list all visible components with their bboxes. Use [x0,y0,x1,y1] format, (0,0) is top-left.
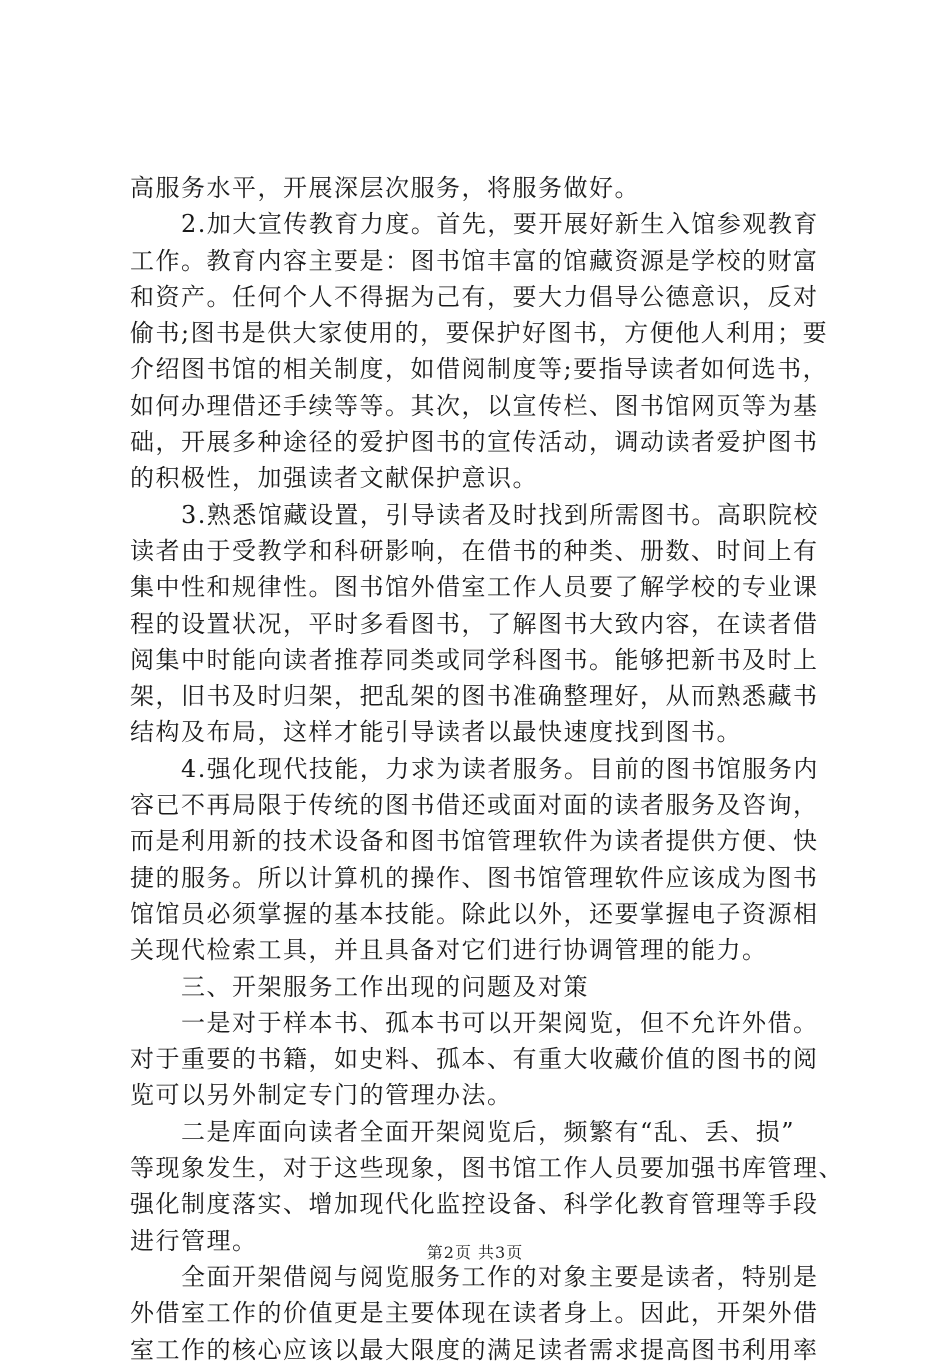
text-line: 读者由于受教学和科研影响，在借书的种类、册数、时间上有 [130,536,819,565]
text-line: 如何办理借还手续等等。其次，以宣传栏、图书馆网页等为基 [130,391,819,420]
text-line: 和资产。任何个人不得据为己有，要大力倡导公德意识，反对 [130,282,819,311]
text-line: 程的设置状况，平时多看图书，了解图书大致内容，在读者借 [130,609,819,638]
text-line: 关现代检索工具，并且具备对它们进行协调管理的能力。 [130,936,768,965]
text-line: 二是库面向读者全面开架阅览后，频繁有“乱、丢、损” [130,1117,796,1146]
text-line: 容已不再局限于传统的图书借还或面对面的读者服务及咨询， [130,791,819,820]
page-number-footer: 第2页 共3页 [426,1243,524,1262]
text-line: 偷书;图书是供大家使用的，要保护好图书，方便他人利用；要 [130,319,829,348]
text-line: 等现象发生，对于这些现象，图书馆工作人员要加强书库管理、 [130,1154,844,1183]
text-line: 而是利用新的技术设备和图书馆管理软件为读者提供方便、快 [130,827,819,856]
text-line: 一是对于样本书、孤本书可以开架阅览，但不允许外借。 [130,1008,819,1037]
text-line: 高服务水平，开展深层次服务，将服务做好。 [130,174,640,202]
body-text [130,170,850,1368]
text-line: 工作。教育内容主要是：图书馆丰富的馆藏资源是学校的财富 [130,246,819,275]
text-line: 强化制度落实、增加现代化监控设备、科学化教育管理等手段 [130,1190,819,1219]
text-line: 馆馆员必须掌握的基本技能。除此以外，还要掌握电子资源相 [130,899,819,928]
text-line: 结构及布局，这样才能引导读者以最快速度找到图书。 [130,718,742,747]
text-line: 捷的服务。所以计算机的操作、图书馆管理软件应该成为图书 [130,863,819,892]
text-line: 3.熟悉馆藏设置，引导读者及时找到所需图书。高职院校 [130,500,819,529]
text-line: 室工作的核心应该以最大限度的满足读者需求提高图书利用率 [130,1335,819,1364]
text-line: 对于重要的书籍，如史料、孤本、有重大收藏价值的图书的阅 [130,1045,819,1074]
text-line: 4.强化现代技能，力求为读者服务。目前的图书馆服务内 [130,754,819,783]
text-line: 2.加大宣传教育力度。首先，要开展好新生入馆参观教育 [130,210,819,239]
section-heading: 三、开架服务工作出现的问题及对策 [130,972,589,1001]
text-line: 架，旧书及时归架，把乱架的图书准确整理好，从而熟悉藏书 [130,682,819,711]
text-line: 的积极性，加强读者文献保护意识。 [130,464,538,493]
text-line: 集中性和规律性。图书馆外借室工作人员要了解学校的专业课 [130,573,819,602]
text-line: 介绍图书馆的相关制度，如借阅制度等;要指导读者如何选书， [130,355,829,384]
text-line: 进行管理。 [130,1226,258,1255]
text-line: 全面开架借阅与阅览服务工作的对象主要是读者，特别是 [130,1262,819,1291]
text-line: 览可以另外制定专门的管理办法。 [130,1081,513,1110]
text-line: 外借室工作的价值更是主要体现在读者身上。因此，开架外借 [130,1299,819,1328]
text-line: 阅集中时能向读者推荐同类或同学科图书。能够把新书及时上 [130,645,819,674]
text-line: 础，开展多种途径的爱护图书的宣传活动，调动读者爱护图书 [130,428,819,457]
